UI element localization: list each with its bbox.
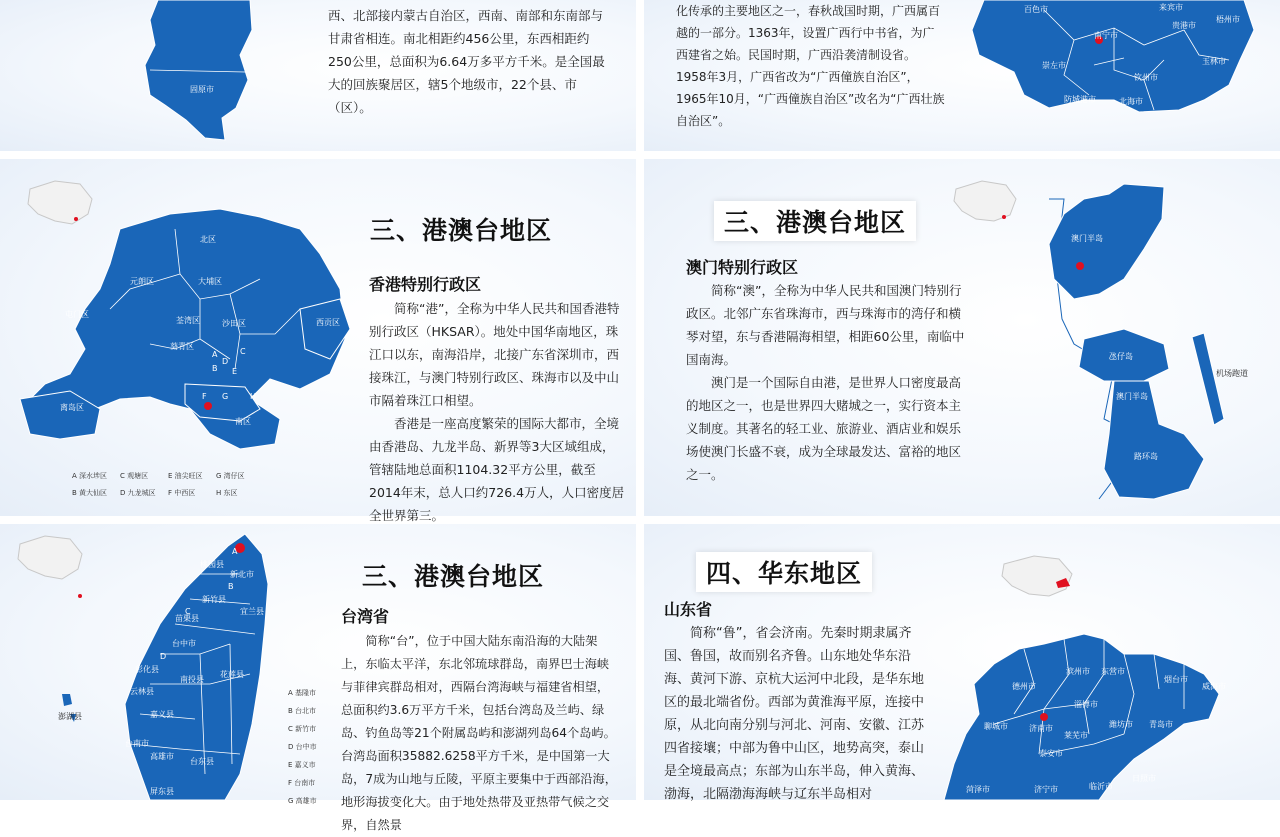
map-label: 百色市 <box>1024 5 1048 14</box>
map-label: 氹仔岛 <box>1109 352 1133 361</box>
paragraph: 香港是一座高度繁荣的国际大都市，全境由香港岛、九龙半岛、新界等3大区域组成，管辖陆地总面积1104.32平方公里，截至2014年末，总人口约726.4万人，人口密度居全世界第三。 <box>369 416 625 523</box>
china-inset-icon <box>28 181 92 224</box>
slide-ningxia <box>0 0 636 151</box>
slide-subtitle: 台湾省 <box>341 607 390 626</box>
map-label: 南投县 <box>180 675 204 684</box>
legend-item: D 台中市 <box>288 743 317 751</box>
map-label: 聊城市 <box>984 722 1008 731</box>
slide-subtitle: 澳门特别行政区 <box>686 258 799 277</box>
slide-body-text <box>328 4 613 119</box>
map-label: 济南市 <box>1029 724 1053 733</box>
paragraph: 简称“港”，全称为中华人民共和国香港特别行政区（HKSAR）。地处中国华南地区，珠江口以东，南海沿岸，北接广东省深圳市，西接珠江，与澳门特别行政区、珠海市以及中山市隔着珠江口相望。 <box>369 301 620 408</box>
map-label: 东营市 <box>1101 667 1125 676</box>
map-label: 北海市 <box>1119 97 1143 106</box>
legend-item: F 中西区 <box>168 489 196 497</box>
map-label: 新竹县 <box>202 595 226 604</box>
guangxi-map <box>644 0 1280 151</box>
paragraph: 简称“鲁”，省会济南。先秦时期隶属齐国、鲁国，故而别名齐鲁。山东地处华东沿海、黄河下游、京杭大运河中北段，是华东地区的最北端省份。西部为黄淮海平原，连接中原，从北向南分别与河北、河南、安徽、江苏四省接壤；中部为鲁中山区，地势高突，泰山是全境最高点；东部为山东半岛，伸入黄海、渤海，北隔渤海海峡与辽东半岛相对 <box>664 626 925 802</box>
map-label: 台中市 <box>172 639 196 648</box>
map-label: 高雄市 <box>150 752 174 761</box>
china-inset-icon <box>18 536 82 579</box>
map-label: D <box>222 357 229 366</box>
map-label: 台南市 <box>125 739 149 748</box>
map-label: 德州市 <box>1012 682 1036 691</box>
map-label: B <box>212 364 218 373</box>
map-label: E <box>232 367 238 376</box>
legend-item: A 深水埗区 <box>72 472 108 480</box>
map-label: C <box>185 607 191 616</box>
map-label: 西贡区 <box>316 318 340 327</box>
map-label: 烟台市 <box>1164 675 1188 684</box>
map-label: 北区 <box>200 235 216 244</box>
slide-body-text <box>369 297 625 527</box>
china-inset-icon <box>1002 556 1072 596</box>
map-label: 崇左市 <box>1042 61 1066 70</box>
legend-item: F 台南市 <box>288 779 316 787</box>
map-label: 机场跑道 <box>1216 369 1248 378</box>
map-label: 防城港市 <box>1064 95 1096 104</box>
map-label: 花莲县 <box>220 670 244 679</box>
map-label: 路环岛 <box>1134 452 1158 461</box>
map-label: 宜兰县 <box>240 607 264 616</box>
slide-body-text <box>664 622 934 806</box>
paragraph: 澳门是一个国际自由港，是世界人口密度最高的地区之一，也是世界四大赌城之一，实行资本主义制度。其著名的轻工业、旅游业、酒店业和娱乐场使澳门长盛不衰，成为全球最发达、富裕的地区之一。 <box>686 375 962 482</box>
slide-guangxi <box>644 0 1280 151</box>
map-label: 南区 <box>235 417 251 426</box>
map-label: B <box>228 582 234 591</box>
map-label: 淄博市 <box>1074 700 1098 709</box>
map-label: 潍坊市 <box>1109 720 1133 729</box>
slide-title: 三、港澳台地区 <box>714 201 916 241</box>
legend-item: E 嘉义市 <box>288 761 316 769</box>
paragraph: 化传承的主要地区之一，春秋战国时期，广西属百越的一部分。1363年，设置广西行中书省，为广西建省之始。民国时期，广西沿袭清制设省。1958年3月，广西省改为“广西僮族自治区”，1965年10月，“广西僮族自治区”改名为“广西壮族自治区”。 <box>676 4 945 128</box>
map-label: 澳门半岛 <box>1116 392 1148 401</box>
map-label: 屯门区 <box>65 310 89 319</box>
legend-item: C 观塘区 <box>120 472 149 480</box>
map-label: 离岛区 <box>60 403 84 412</box>
map-label: 澎湖县 <box>58 712 82 721</box>
map-label: 云林县 <box>130 687 154 696</box>
map-label: 彰化县 <box>135 665 159 674</box>
slide-taiwan <box>0 524 636 832</box>
legend-item: E 油尖旺区 <box>168 472 203 480</box>
map-label: F <box>202 392 207 401</box>
map-label: 葵青区 <box>170 342 194 351</box>
city-legend <box>288 684 317 810</box>
map-label: 济宁市 <box>1034 785 1058 794</box>
map-label: 澳门半岛 <box>1071 234 1103 243</box>
legend-item: H 东区 <box>216 489 238 497</box>
map-label: 屏东县 <box>150 787 174 796</box>
map-label: 菏泽市 <box>966 785 990 794</box>
map-label: A <box>212 350 218 359</box>
map-label: 临沂市 <box>1089 782 1113 791</box>
map-label: 新北市 <box>230 570 254 579</box>
map-label: 贵港市 <box>1172 21 1196 30</box>
map-label: 南宁市 <box>1094 31 1118 40</box>
map-label: 日照市 <box>1132 774 1156 783</box>
slide-body-text <box>341 630 619 837</box>
legend-item: G 高雄市 <box>288 797 317 805</box>
map-label: 滨州市 <box>1066 667 1090 676</box>
paragraph: 西、北部接内蒙古自治区，西南、南部和东南部与甘肃省相连。南北相距约456公里，东西相距约250公里，总面积为6.64万多平方千米。是全国最大的回族聚居区，辖5个地级市，22个县、市（区）。 <box>328 8 605 115</box>
map-label: H <box>250 392 257 401</box>
slide-subtitle: 山东省 <box>664 600 713 619</box>
map-label: 钦州市 <box>1134 73 1158 82</box>
map-label: 嘉义县 <box>150 710 174 719</box>
paragraph: 简称“台”，位于中国大陆东南沿海的大陆架上，东临太平洋，东北邻琉球群岛，南界巴士海峡与菲律宾群岛相对，西隔台湾海峡与福建省相望，总面积约3.6万平方千米，包括台湾岛及兰屿、绿岛、钓鱼岛等21个附属岛屿和澎湖列岛64个岛屿。台湾岛面积35882.6258平方千米，是中国第一大岛，7成为山地与丘陵，平原主要集中于西部沿海，地形海拔变化大。由于地处热带及亚热带气候之交界，自然景 <box>341 634 617 832</box>
legend-item: A 基隆市 <box>288 689 317 697</box>
map-label: 台东县 <box>190 757 214 766</box>
legend-item: G 湾仔区 <box>216 472 245 480</box>
legend-item: B 黄大仙区 <box>72 489 108 497</box>
map-label: 梧州市 <box>1216 15 1240 24</box>
slide-title: 三、港澳台地区 <box>370 216 553 245</box>
slide-hongkong <box>0 159 636 523</box>
legend-item: C 新竹市 <box>288 725 317 733</box>
map-label: 玉林市 <box>1202 57 1226 66</box>
map-label: 元朗区 <box>130 277 154 286</box>
map-label: 青岛市 <box>1149 720 1173 729</box>
map-label: C <box>240 347 246 356</box>
slide-subtitle: 香港特别行政区 <box>369 275 482 294</box>
district-legend <box>72 468 272 502</box>
map-label: 沙田区 <box>222 319 246 328</box>
map-label: 来宾市 <box>1159 3 1183 12</box>
map-label: 大埔区 <box>198 277 222 286</box>
legend-item: D 九龙城区 <box>120 489 156 497</box>
map-label: G <box>222 392 229 401</box>
map-label: D <box>160 652 167 661</box>
slide-shandong <box>644 524 1280 800</box>
map-label: 固原市 <box>190 85 214 94</box>
slide-title: 三、港澳台地区 <box>362 562 545 591</box>
slide-body-text <box>686 279 971 486</box>
map-label: 威海市 <box>1202 682 1226 691</box>
map-label: 荃湾区 <box>176 316 200 325</box>
map-label: 苗栗县 <box>175 614 199 623</box>
map-label: 莱芜市 <box>1064 731 1088 740</box>
legend-item: B 台北市 <box>288 707 317 715</box>
paragraph: 简称“澳”，全称为中华人民共和国澳门特别行政区。北邻广东省珠海市，西与珠海市的湾仔和横琴对望，东与香港隔海相望，相距60公里，南临中国南海。 <box>686 283 965 367</box>
map-label: A <box>232 547 238 556</box>
china-inset-icon <box>954 181 1016 221</box>
slide-macau <box>644 159 1280 516</box>
map-label: 泰安市 <box>1039 749 1063 758</box>
map-label: 桃园县 <box>200 560 224 569</box>
slide-title: 四、华东地区 <box>696 552 872 592</box>
